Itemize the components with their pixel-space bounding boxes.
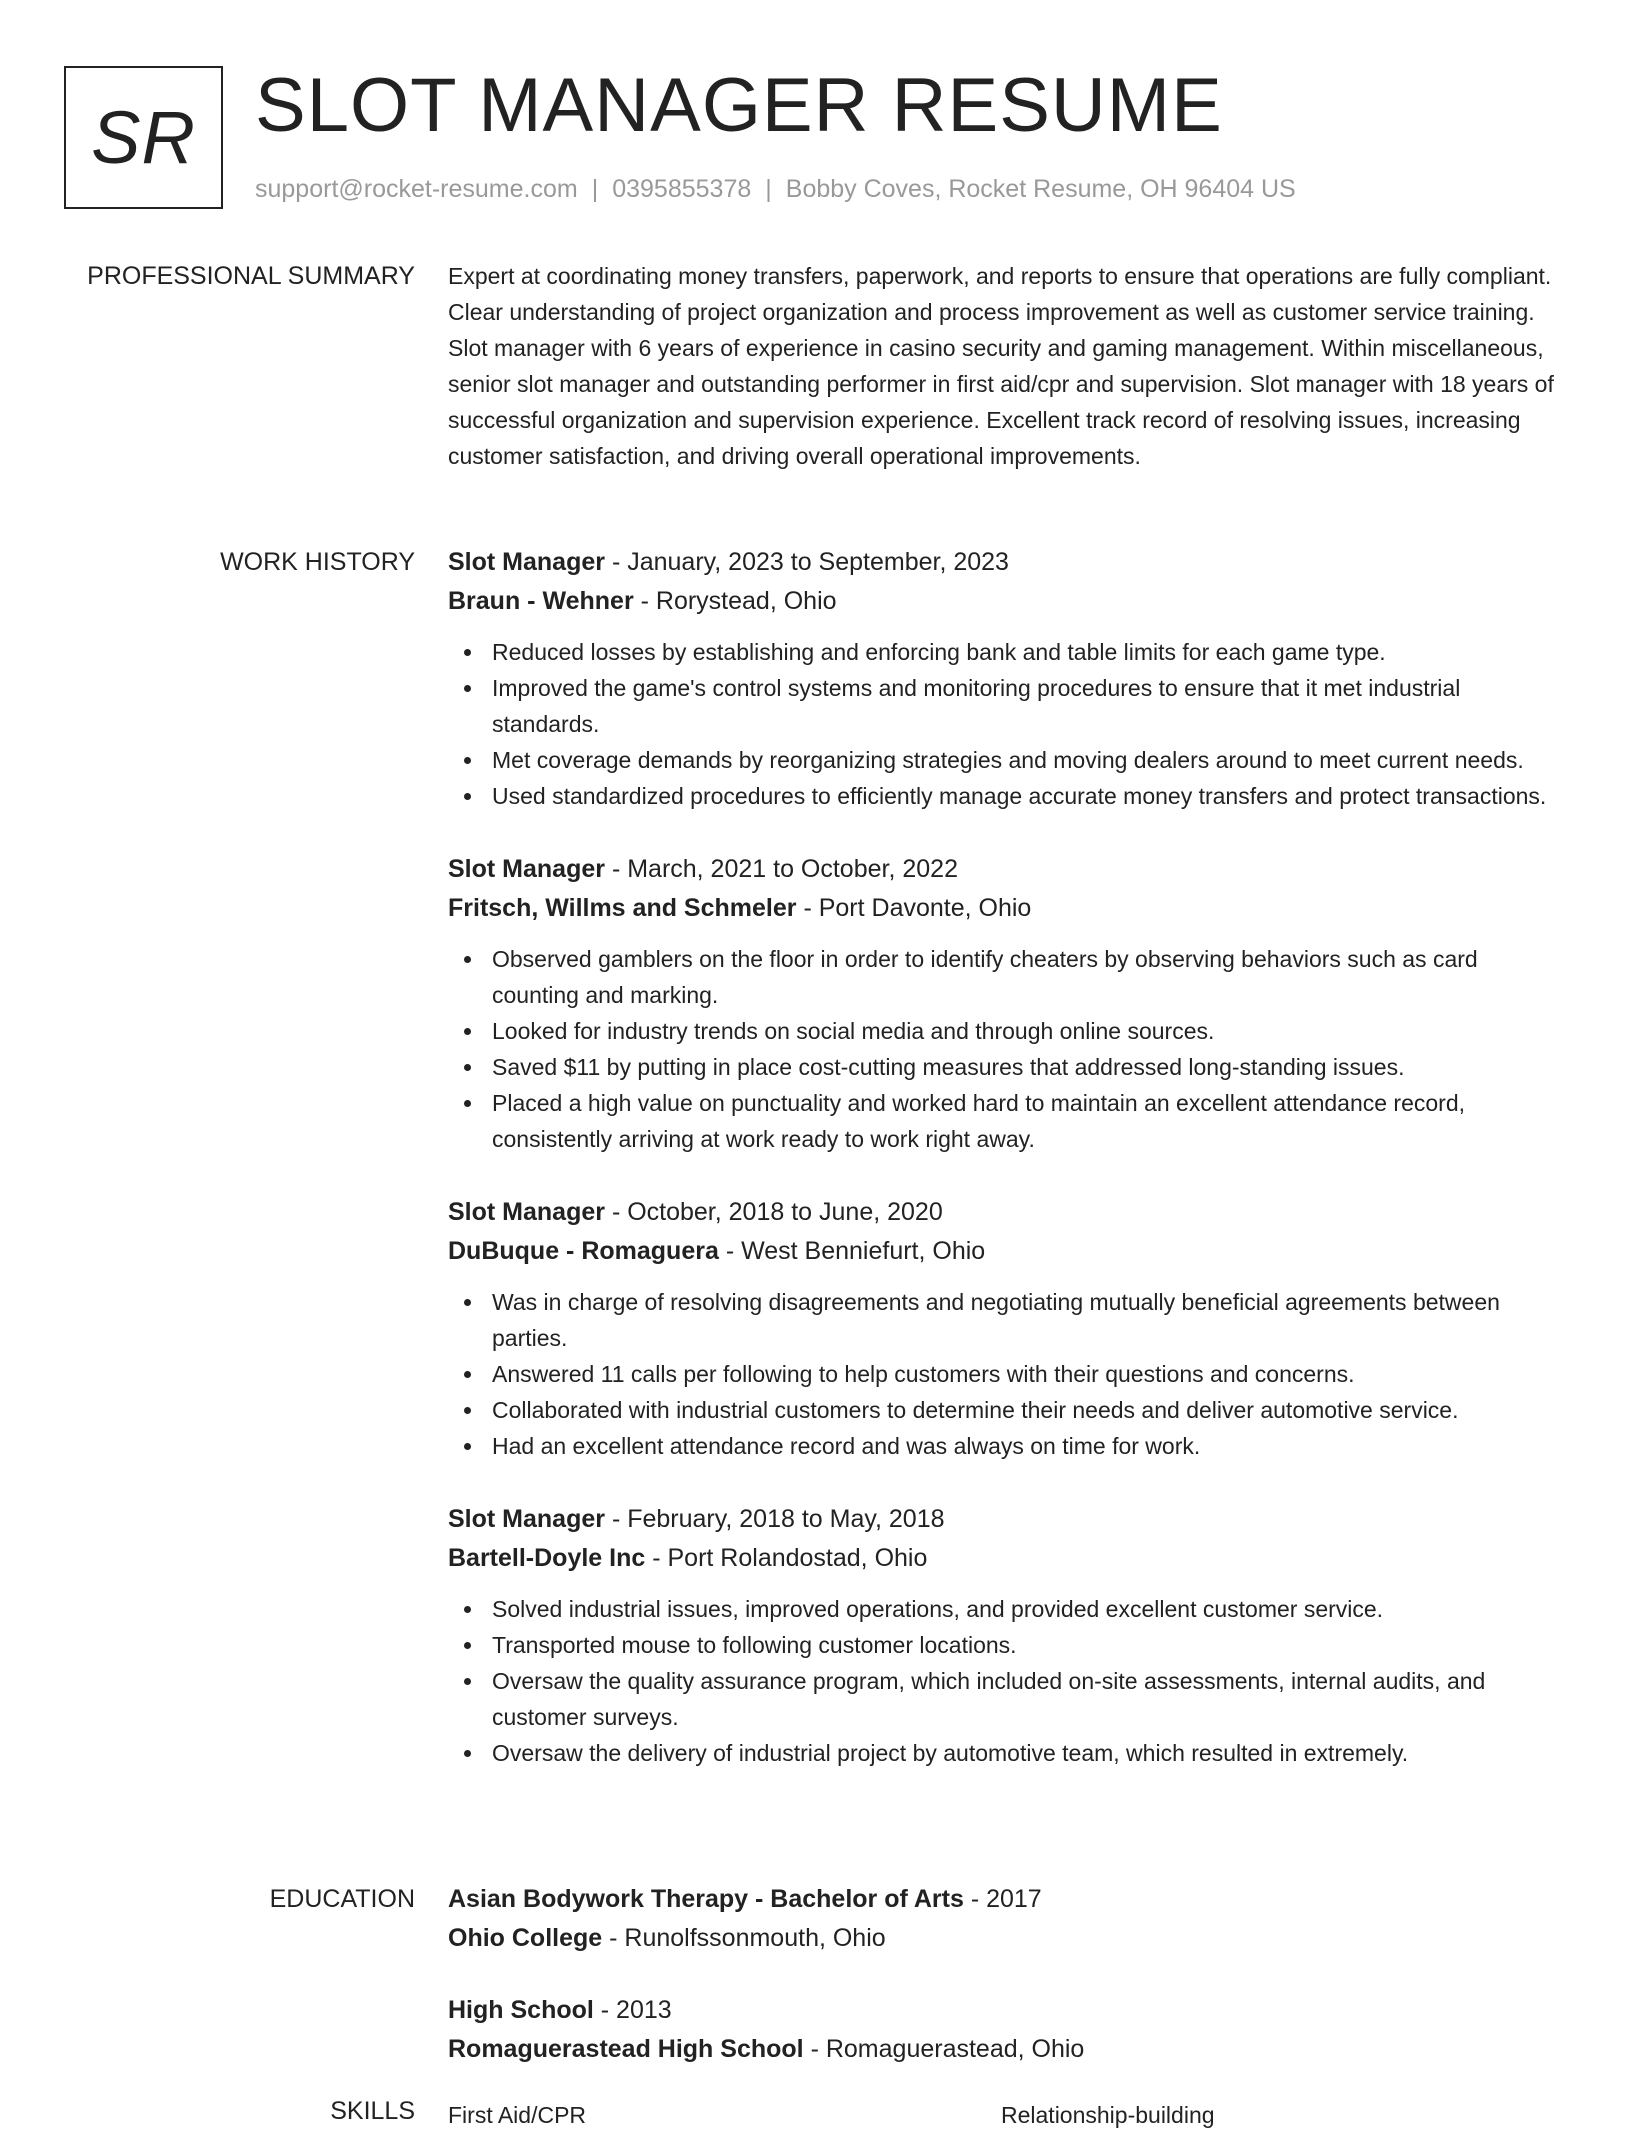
job-title-line xyxy=(448,543,1564,582)
education-location: - Runolfssonmouth, Ohio xyxy=(609,1924,886,1952)
job-bullet: Used standardized procedures to efficiently manage accurate money transfers and protect transactions. xyxy=(448,778,1564,814)
job-dates: - March, 2021 to October, 2022 xyxy=(611,855,958,883)
job-bullets xyxy=(448,634,1564,814)
education-degree: High School xyxy=(448,1996,594,2024)
job-company-line xyxy=(448,889,1564,928)
education-entry xyxy=(448,1880,1564,1958)
job-company: Fritsch, Willms and Schmeler xyxy=(448,894,797,922)
job-bullet: Saved $11 by putting in place cost-cutting measures that addressed long-standing issues. xyxy=(448,1049,1564,1085)
contact-address: Bobby Coves, Rocket Resume, OH 96404 US xyxy=(785,175,1296,203)
job-dates: - October, 2018 to June, 2020 xyxy=(611,1198,943,1226)
job-bullet: Answered 11 calls per following to help customers with their questions and concerns. xyxy=(448,1356,1564,1392)
job-company-line xyxy=(448,1232,1564,1271)
skills-row xyxy=(448,2097,1564,2133)
education-body xyxy=(448,1880,1564,2102)
monogram-badge: SR xyxy=(64,66,223,209)
education-year: - 2013 xyxy=(600,1996,672,2024)
summary-text: Expert at coordinating money transfers, paperwork, and reports to ensure that operations are fully compliant. Clear understanding of project organization and process improvement as well as customer service training. Slot manager with 6 years of experience in casino security and gaming management. Within miscellaneous, senior slot manager and outstanding performer in first aid/cpr and supervision. Slot manager with 18 years of successful organization and supervision experience. Excellent track record of resolving issues, increasing customer satisfaction, and driving overall operational improvements. xyxy=(448,263,1554,469)
job-bullet: Was in charge of resolving disagreements and negotiating mutually beneficial agreements between parties. xyxy=(448,1284,1564,1356)
job-bullet: Oversaw the quality assurance program, which included on-site assessments, internal audits, and customer surveys. xyxy=(448,1663,1564,1735)
section-label-skills: SKILLS xyxy=(330,2097,415,2125)
job-bullet: Met coverage demands by reorganizing strategies and moving dealers around to meet current needs. xyxy=(448,742,1564,778)
resume-header xyxy=(64,63,1564,210)
education-school-line xyxy=(448,1919,1564,1958)
page-title: SLOT MANAGER RESUME xyxy=(255,63,1223,148)
education-degree: Asian Bodywork Therapy - Bachelor of Arts xyxy=(448,1885,964,1913)
job-title-line xyxy=(448,1193,1564,1232)
job-bullet: Collaborated with industrial customers to determine their needs and deliver automotive service. xyxy=(448,1392,1564,1428)
education-entry xyxy=(448,1991,1564,2069)
job-location: - Port Rolandostad, Ohio xyxy=(652,1544,928,1572)
job-bullet: Improved the game's control systems and monitoring procedures to ensure that it met industrial standards. xyxy=(448,670,1564,742)
education-year: - 2017 xyxy=(970,1885,1042,1913)
education-school-line xyxy=(448,2030,1564,2069)
work-history-body xyxy=(448,543,1564,1807)
job-company: Bartell-Doyle Inc xyxy=(448,1544,646,1572)
job-entry xyxy=(448,850,1564,1157)
job-title: Slot Manager xyxy=(448,1505,605,1533)
job-bullet: Oversaw the delivery of industrial project by automotive team, which resulted in extremely. xyxy=(448,1735,1564,1771)
skill-item: First Aid/CPR xyxy=(448,2102,587,2128)
section-label-work-history: WORK HISTORY xyxy=(220,548,415,576)
job-bullet: Reduced losses by establishing and enforcing bank and table limits for each game type. xyxy=(448,634,1564,670)
contact-email: support@rocket-resume.com xyxy=(255,175,578,203)
education-degree-line xyxy=(448,1991,1564,2030)
job-bullet: Had an excellent attendance record and was always on time for work. xyxy=(448,1428,1564,1464)
job-entry xyxy=(448,543,1564,814)
job-location: - Port Davonte, Ohio xyxy=(803,894,1032,922)
job-title: Slot Manager xyxy=(448,1198,605,1226)
contact-line xyxy=(255,175,1296,204)
job-title-line xyxy=(448,1500,1564,1539)
skills-body xyxy=(448,2097,1564,2133)
job-bullets xyxy=(448,941,1564,1157)
job-company: DuBuque - Romaguera xyxy=(448,1237,719,1265)
job-bullet: Observed gamblers on the floor in order to identify cheaters by observing behaviors such as card counting and marking. xyxy=(448,941,1564,1013)
education-school: Ohio College xyxy=(448,1924,603,1952)
contact-separator: | xyxy=(765,175,772,203)
job-title-line xyxy=(448,850,1564,889)
summary-body xyxy=(448,258,1564,474)
section-label-education: EDUCATION xyxy=(269,1885,415,1913)
education-location: - Romaguerastead, Ohio xyxy=(810,2035,1085,2063)
job-bullet: Placed a high value on punctuality and worked hard to maintain an excellent attendance record, consistently arriving at work ready to work right away. xyxy=(448,1085,1564,1157)
job-title: Slot Manager xyxy=(448,548,605,576)
contact-separator: | xyxy=(591,175,599,203)
job-dates: - February, 2018 to May, 2018 xyxy=(611,1505,945,1533)
job-bullet: Solved industrial issues, improved operations, and provided excellent customer service. xyxy=(448,1591,1564,1627)
skill-item: Relationship-building xyxy=(1001,2102,1215,2128)
section-label-summary: PROFESSIONAL SUMMARY xyxy=(87,262,415,290)
job-title: Slot Manager xyxy=(448,855,605,883)
job-bullets xyxy=(448,1284,1564,1464)
job-bullet: Looked for industry trends on social media and through online sources. xyxy=(448,1013,1564,1049)
job-bullets xyxy=(448,1591,1564,1771)
job-company-line xyxy=(448,582,1564,621)
education-degree-line xyxy=(448,1880,1564,1919)
education-school: Romaguerastead High School xyxy=(448,2035,804,2063)
job-dates: - January, 2023 to September, 2023 xyxy=(611,548,1009,576)
job-company: Braun - Wehner xyxy=(448,587,634,615)
job-entry xyxy=(448,1193,1564,1464)
job-bullet: Transported mouse to following customer locations. xyxy=(448,1627,1564,1663)
job-company-line xyxy=(448,1539,1564,1578)
contact-phone: 0395855378 xyxy=(612,175,752,203)
job-location: - Rorystead, Ohio xyxy=(640,587,837,615)
job-location: - West Benniefurt, Ohio xyxy=(725,1237,986,1265)
job-entry xyxy=(448,1500,1564,1771)
